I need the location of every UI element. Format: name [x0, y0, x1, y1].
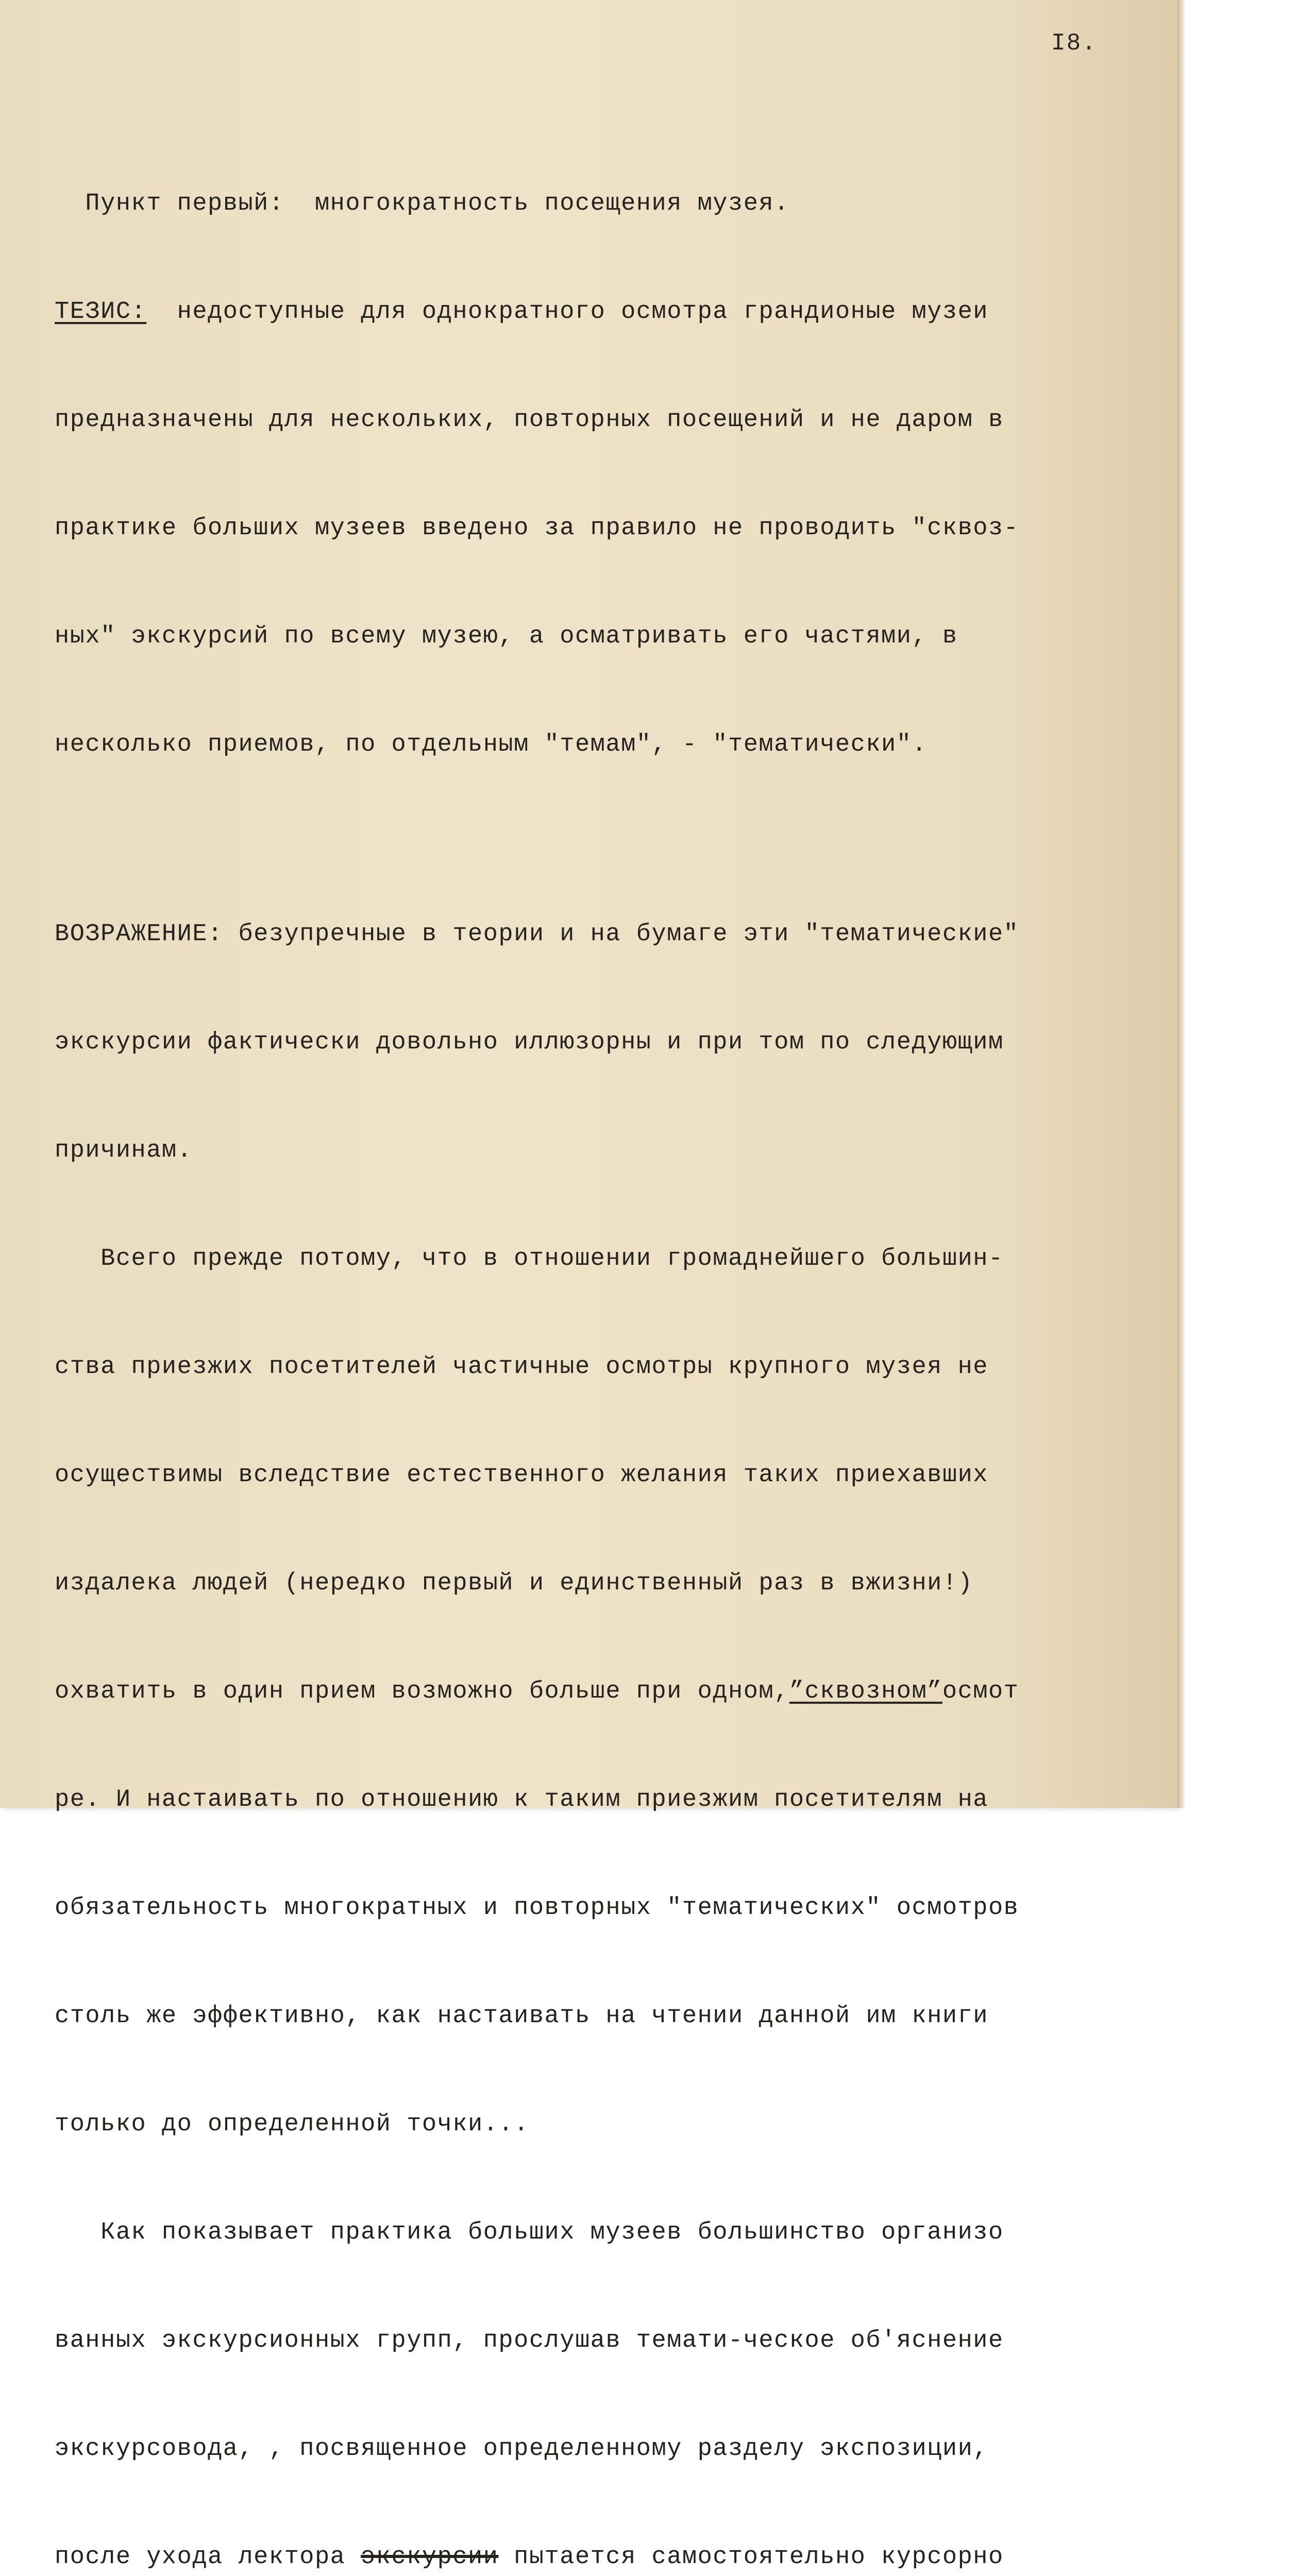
text-line: Всего прежде потому, что в отношении громаднейшего большин- [55, 1245, 1004, 1273]
text-fragment: пытается самостоятельно курсорно [498, 2544, 1004, 2571]
text-line: издалека людей (нередко первый и единственный раз в вжизни!) [55, 1570, 973, 1597]
text-fragment: недоступные для однократного осмотра грандионые музеи [146, 298, 988, 326]
typewritten-text [55, 123, 1178, 2576]
page-edge-shadow [1177, 0, 1185, 1808]
text-fragment: после ухода лектора [55, 2544, 361, 2571]
text-line [55, 2531, 1178, 2576]
text-line [55, 285, 1178, 339]
text-line: осуществимы вследствие естественного желания таких приехавших [55, 1462, 988, 1489]
handwritten-quoted-word: ”сквозном” [789, 1678, 942, 1705]
text-line: причинам. [55, 1137, 193, 1164]
page-number: I8. [1051, 30, 1097, 57]
text-line: Как показывает практика больших музеев большинство организо [55, 2219, 1004, 2246]
text-line: практике больших музеев введено за правило не проводить "сквоз- [55, 515, 1019, 542]
text-line: Пункт первый: многократность посещения музея. [55, 190, 789, 217]
text-line: ства приезжих посетителей частичные осмотры крупного музея не [55, 1353, 988, 1381]
text-line: обязательность многократных и повторных "тематических" осмотров [55, 1894, 1019, 1922]
text-line [55, 1665, 1178, 1719]
text-fragment: охватить в один прием возможно больше при одном, [55, 1678, 789, 1705]
text-line: несколько приемов, по отдельным "темам", - "тематически". [55, 731, 928, 758]
paragraph-gap [55, 826, 1178, 853]
text-fragment: осмот [942, 1678, 1019, 1705]
thesis-label: ТЕЗИС: [55, 298, 147, 326]
text-line: ных" экскурсий по всему музею, а осматривать его частями, в [55, 623, 958, 650]
text-line: ВОЗРАЖЕНИЕ: безупречные в теории и на бумаге эти "тематические" [55, 921, 1019, 948]
text-line: столь же эффективно, как настаивать на чтении данной им книги [55, 2003, 988, 2030]
struck-out-word: экскурсии [361, 2544, 499, 2571]
text-line: ре. И настаивать по отношению к таким приезжим посетителям на [55, 1786, 988, 1814]
text-line: экскурсии фактически довольно иллюзорны и при том по следующим [55, 1029, 1004, 1056]
text-line: только до определенной точки... [55, 2111, 529, 2138]
text-line: ванных экскурсионных групп, прослушав темати-ческое об'яснение [55, 2327, 1004, 2354]
text-line: экскурсовода, , посвященное определенному разделу экспозиции, [55, 2435, 988, 2463]
text-line: предназначены для нескольких, повторных посещений и не даром в [55, 406, 1004, 434]
